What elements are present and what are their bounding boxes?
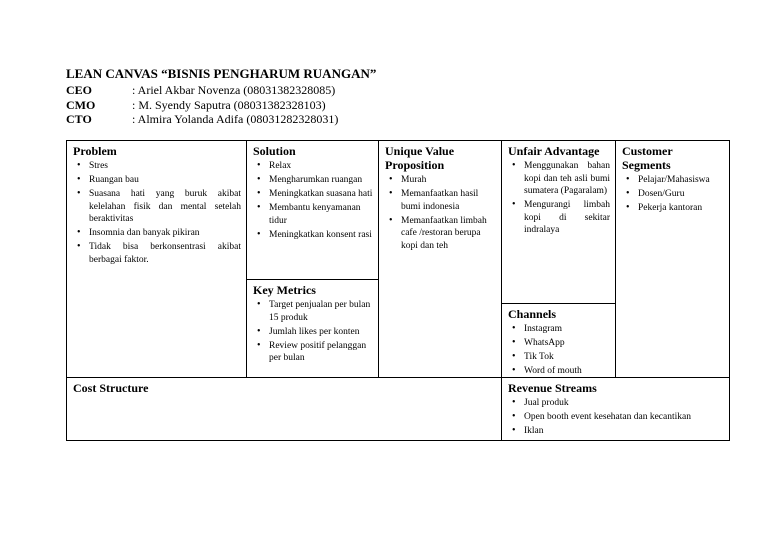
- list-item: • Meningkatkan konsent rasi: [269, 229, 373, 242]
- role-value: : M. Syendy Saputra (08031382328103): [132, 97, 326, 112]
- role-label: CTO: [66, 112, 92, 126]
- cost-structure-heading: Cost Structure: [73, 381, 149, 395]
- role-label: CMO: [66, 97, 96, 112]
- unfair-advantage-heading: Unfair Advantage: [508, 144, 600, 158]
- channels-heading: Channels: [508, 307, 557, 321]
- list-item: • Stres: [89, 160, 241, 173]
- team-row-cto: [66, 112, 376, 127]
- list-item: • Mengharumkan ruangan: [269, 174, 373, 187]
- list-item: • Review positif pelanggan per bulan: [269, 340, 373, 365]
- list-item: • Meningkatkan suasana hati: [269, 188, 373, 201]
- key-metrics-block: [247, 280, 379, 378]
- list-item: • Mengurangi limbah kopi di sekitar indralaya: [524, 199, 610, 237]
- list-item: • Pekerja kantoran: [638, 202, 724, 215]
- list-item: • Tik Tok: [524, 351, 610, 364]
- revenue-streams-heading: Revenue Streams: [508, 381, 597, 395]
- list-item: • Membantu kenyamanan tidur: [269, 202, 373, 227]
- solution-list: [253, 160, 373, 241]
- customer-segments-list: [622, 174, 724, 215]
- unfair-advantage-list: [508, 160, 610, 237]
- revenue-streams-list: [508, 397, 724, 438]
- channels-list: [508, 323, 610, 378]
- list-item: • Tidak bisa berkonsentrasi akibat berbagai faktor.: [89, 241, 241, 266]
- list-item: • Target penjualan per bulan 15 produk: [269, 299, 373, 324]
- list-item: • Jumlah likes per konten: [269, 326, 373, 339]
- uvp-heading: Unique Value Proposition: [385, 144, 455, 172]
- customer-segments-heading: Customer Segments: [622, 144, 673, 172]
- list-item: • Memanfaatkan limbah cafe /restoran berupa kopi dan teh: [401, 215, 496, 253]
- unfair-advantage-block: [502, 141, 616, 304]
- role-label: CEO: [66, 83, 93, 97]
- list-item: • Jual produk: [524, 397, 724, 410]
- role-value: : Ariel Akbar Novenza (08031382328085): [132, 83, 336, 97]
- list-item: • Open booth event kesehatan dan kecantikan: [524, 411, 724, 424]
- customer-segments-block: [616, 141, 729, 378]
- revenue-streams-block: [502, 378, 729, 440]
- team-row-cmo: [66, 98, 376, 113]
- list-item: • Word of mouth: [524, 365, 610, 378]
- lean-canvas: [66, 140, 730, 441]
- key-metrics-heading: Key Metrics: [253, 283, 316, 297]
- uvp-list: [385, 174, 496, 252]
- problem-heading: Problem: [73, 144, 117, 158]
- key-metrics-list: [253, 299, 373, 365]
- document-title: LEAN CANVAS “BISNIS PENGHARUM RUANGAN”: [66, 66, 377, 81]
- uvp-block: [379, 141, 502, 378]
- channels-block: [502, 304, 616, 378]
- list-item: • WhatsApp: [524, 337, 610, 350]
- list-item: • Menggunakan bahan kopi dan teh asli bumi sumatera (Pagaralam): [524, 160, 610, 198]
- problem-block: [67, 141, 247, 378]
- list-item: • Suasana hati yang buruk akibat kelelahan fisik dan mental setelah beraktivitas: [89, 188, 241, 226]
- solution-heading: Solution: [253, 144, 296, 158]
- list-item: • Ruangan bau: [89, 174, 241, 187]
- list-item: • Murah: [401, 174, 496, 187]
- list-item: • Iklan: [524, 425, 724, 438]
- list-item: • Instagram: [524, 323, 610, 336]
- solution-block: [247, 141, 379, 280]
- team-row-ceo: [66, 83, 376, 98]
- problem-list: [73, 160, 241, 266]
- list-item: • Relax: [269, 160, 373, 173]
- cost-structure-block: [67, 378, 502, 440]
- list-item: • Dosen/Guru: [638, 188, 724, 201]
- document-header: [66, 66, 376, 127]
- list-item: • Memanfaatkan hasil bumi indonesia: [401, 188, 496, 213]
- role-value: : Almira Yolanda Adifa (08031282328031): [132, 112, 339, 126]
- list-item: • Insomnia dan banyak pikiran: [89, 227, 241, 240]
- list-item: • Pelajar/Mahasiswa: [638, 174, 724, 187]
